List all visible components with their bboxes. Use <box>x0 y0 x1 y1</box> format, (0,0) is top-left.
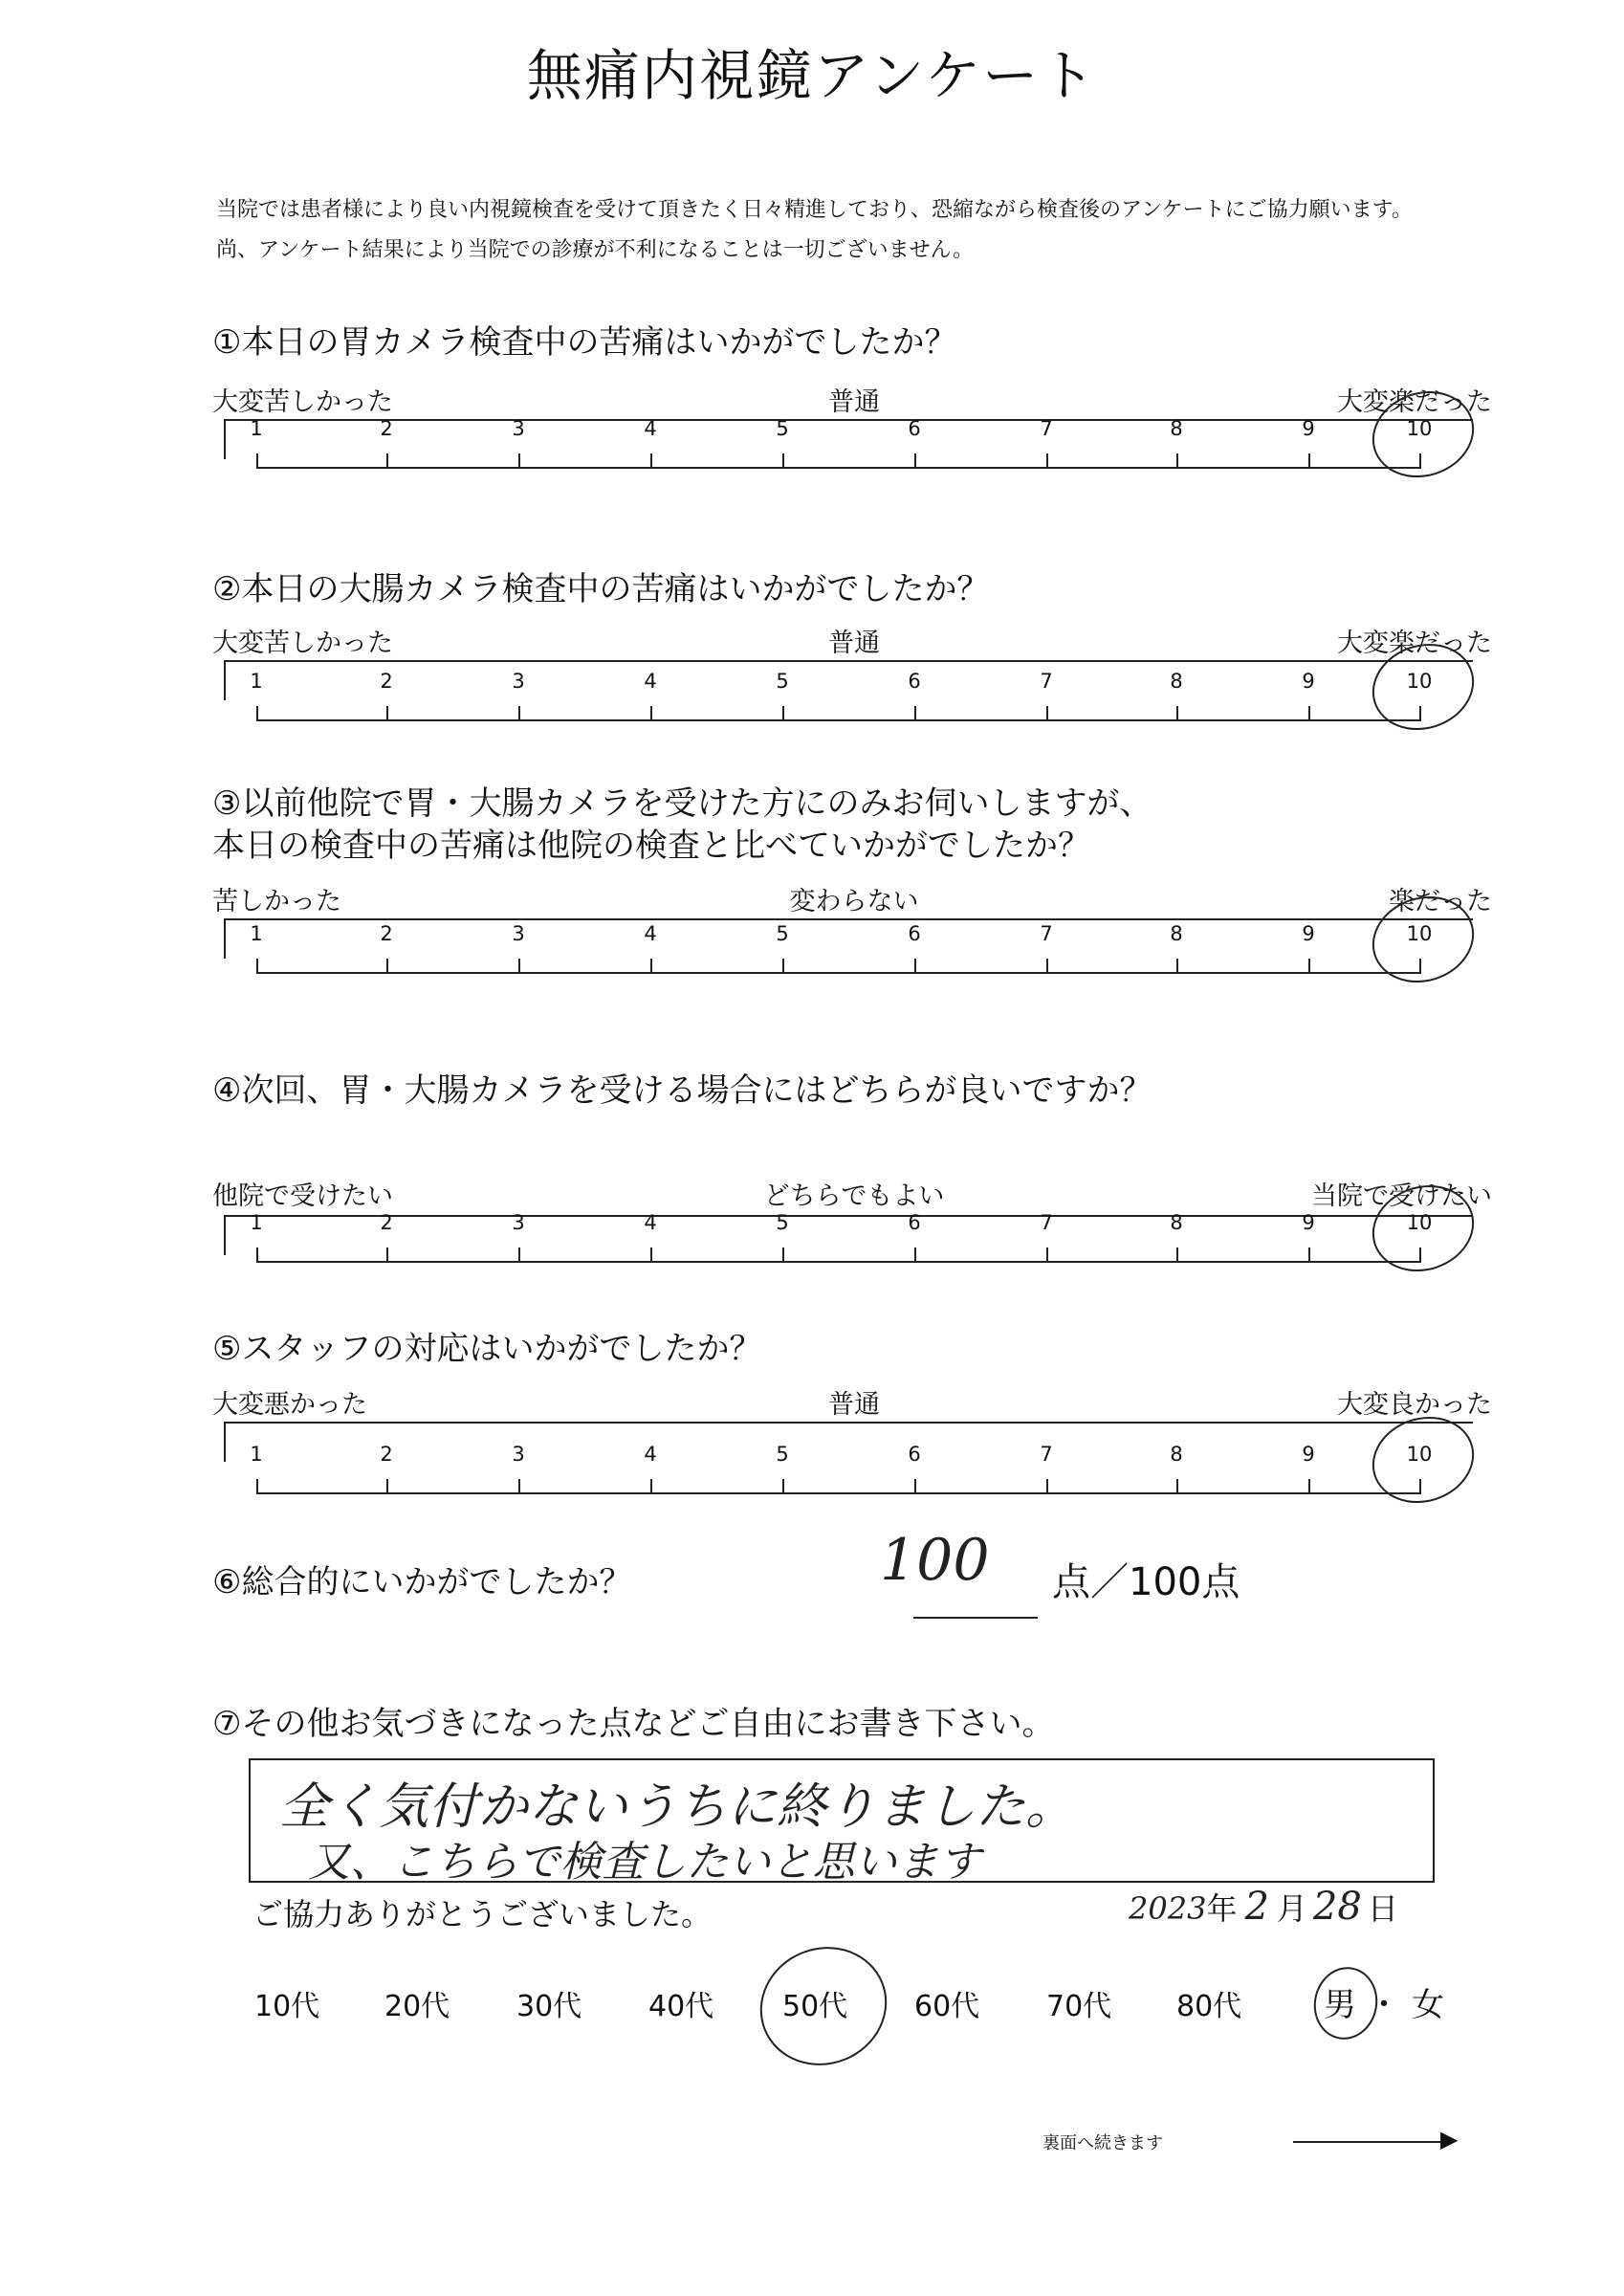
q3-scale-tick <box>650 959 652 972</box>
age-option[interactable]: 80代 <box>1176 1990 1242 2023</box>
age-selected-circle <box>742 1928 905 2084</box>
q2-scale-tick <box>782 706 784 719</box>
q2-scale-tick <box>1046 706 1048 719</box>
q1-scale-tick <box>256 453 258 467</box>
q4-scale-option-9[interactable]: 9 <box>1302 1211 1315 1234</box>
q4-scale-option-4[interactable]: 4 <box>644 1211 657 1234</box>
age-option[interactable]: 20代 <box>384 1990 450 2023</box>
age-option[interactable]: 60代 <box>914 1990 980 2023</box>
q1-scale-tick <box>650 453 652 467</box>
q3-scale-tick <box>1308 959 1310 972</box>
q5-scale-option-8[interactable]: 8 <box>1170 1443 1183 1466</box>
q4-scale-option-5[interactable]: 5 <box>776 1211 789 1234</box>
q3-text: ③以前他院で胃・大腸カメラを受けた方にのみお伺いしますが、 <box>212 784 1152 823</box>
q1-scale-option-1[interactable]: 1 <box>250 417 263 440</box>
q5-scale-tick <box>1176 1479 1178 1492</box>
q1-scale-tick <box>914 453 916 467</box>
q6-score-suffix: 点／100点 <box>1052 1560 1240 1604</box>
q4-scale-tick <box>1046 1247 1048 1261</box>
q4-scale-option-8[interactable]: 8 <box>1170 1211 1183 1234</box>
q4-scale-tick <box>386 1247 388 1261</box>
q3-scale-tick <box>1176 959 1178 972</box>
q2-scale-tick <box>256 706 258 719</box>
q5-scale-tick <box>1046 1479 1048 1492</box>
q4-scale-option-1[interactable]: 1 <box>250 1211 263 1234</box>
thanks-message: ご協力ありがとうございました。 <box>252 1896 713 1932</box>
q2-scale-option-1[interactable]: 1 <box>250 670 263 693</box>
q6-text: ⑥総合的にいかがでしたか？ <box>212 1563 632 1601</box>
q1-scale-tick <box>1046 453 1048 467</box>
gender-male[interactable]: 男 <box>1324 1986 1356 2024</box>
date-month-label: 月 <box>1276 1890 1307 1927</box>
q2-scale-tick <box>518 706 520 719</box>
q4-scale-tick <box>782 1247 784 1261</box>
gender-female[interactable]: 女 <box>1412 1986 1444 2024</box>
q7-comment-box <box>249 1758 1435 1887</box>
q3-right-label: 楽だった <box>1389 887 1492 916</box>
q3-scale-option-6[interactable]: 6 <box>908 922 921 945</box>
q5-scale-option-5[interactable]: 5 <box>776 1443 789 1466</box>
q1-scale-option-3[interactable]: 3 <box>512 417 525 440</box>
q7-comment-line-2: 又、こちらで検査したいと思います <box>308 1838 981 1887</box>
q5-scale-option-2[interactable]: 2 <box>380 1443 393 1466</box>
q7-comment-line-1: 全く気付かないうちに終りました。 <box>279 1778 1076 1836</box>
q4-scale-tick <box>256 1247 258 1261</box>
q3-scale-axis <box>256 972 1421 974</box>
q2-mid-label: 普通 <box>828 629 880 658</box>
age-option[interactable]: 70代 <box>1046 1990 1112 2023</box>
q3-scale-option-7[interactable]: 7 <box>1040 922 1053 945</box>
q2-scale-option-10[interactable]: 10 <box>1406 670 1433 693</box>
gender-separator: ・ <box>1368 1986 1400 2024</box>
q3-scale-tick <box>518 959 520 972</box>
age-option[interactable]: 30代 <box>516 1990 582 2023</box>
q3-text-line-2: 本日の検査中の苦痛は他院の検査と比べていかがでしたか？ <box>212 827 1090 865</box>
q5-scale-tick <box>782 1479 784 1492</box>
gender-selected-circle <box>1307 1961 1384 2045</box>
date-field <box>1129 1885 1398 1929</box>
q1-scale-tick <box>782 453 784 467</box>
q2-scale-option-4[interactable]: 4 <box>644 670 657 693</box>
q4-scale-tick <box>650 1247 652 1261</box>
q2-scale-option-6[interactable]: 6 <box>908 670 921 693</box>
q4-scale-axis <box>256 1261 1421 1263</box>
q5-scale-tick <box>386 1479 388 1492</box>
age-option[interactable]: 50代 <box>782 1990 848 2023</box>
age-option[interactable]: 10代 <box>254 1990 320 2023</box>
q5-left-label: 大変悪かった <box>212 1390 367 1420</box>
q1-right-label: 大変楽だった <box>1337 387 1492 417</box>
q2-right-label: 大変楽だった <box>1337 629 1492 658</box>
date-month: 2 <box>1244 1885 1269 1929</box>
intro-line-2: 尚、アンケート結果により当院での診療が不利になることは一切ございません。 <box>216 238 975 262</box>
q2-scale-tick <box>386 706 388 719</box>
footer-continued-text: 裏面へ続きます <box>1042 2133 1163 2153</box>
intro-line-1: 当院では患者様により良い内視鏡検査を受けて頂きたく日々精進しており、恐縮ながら検査後のアンケートにご協力願います。 <box>216 198 1413 222</box>
q4-scale-tick <box>518 1247 520 1261</box>
q4-scale-option-10[interactable]: 10 <box>1406 1211 1433 1234</box>
footer-arrow-line <box>1293 2141 1454 2143</box>
q4-right-label: 当院で受けたい <box>1311 1181 1492 1211</box>
date-day: 28 <box>1312 1885 1362 1929</box>
q1-text: ①本日の胃カメラ検査中の苦痛はいかがでしたか？ <box>212 323 957 362</box>
q7-text: ⑦その他お気づきになった点などご自由にお書き下さい。 <box>212 1705 1055 1743</box>
q1-left-label: 大変苦しかった <box>212 387 393 417</box>
q4-scale-option-3[interactable]: 3 <box>512 1211 525 1234</box>
q6-score-handwritten: 100 <box>880 1527 990 1594</box>
q4-scale-tick <box>1176 1247 1178 1261</box>
q5-scale-frame <box>224 1422 1473 1462</box>
q2-scale-option-7[interactable]: 7 <box>1040 670 1053 693</box>
q3-scale-option-2[interactable]: 2 <box>380 922 393 945</box>
q2-scale-tick <box>650 706 652 719</box>
q6-score-underline <box>913 1617 1038 1619</box>
q1-scale-tick <box>1308 453 1310 467</box>
q3-scale-option-4[interactable]: 4 <box>644 922 657 945</box>
q5-scale-tick <box>518 1479 520 1492</box>
q2-scale-option-9[interactable]: 9 <box>1302 670 1315 693</box>
q5-scale-option-6[interactable]: 6 <box>908 1443 921 1466</box>
q1-scale-option-6[interactable]: 6 <box>908 417 921 440</box>
q4-scale-option-7[interactable]: 7 <box>1040 1211 1053 1234</box>
q5-scale-axis <box>256 1492 1421 1494</box>
q3-scale-option-8[interactable]: 8 <box>1170 922 1183 945</box>
q4-scale-option-2[interactable]: 2 <box>380 1211 393 1234</box>
q5-right-label: 大変良かった <box>1337 1390 1492 1420</box>
q3-scale-tick <box>782 959 784 972</box>
q2-scale-option-5[interactable]: 5 <box>776 670 789 693</box>
q1-scale-option-10[interactable]: 10 <box>1406 417 1433 440</box>
q3-scale-tick <box>386 959 388 972</box>
q3-scale-option-9[interactable]: 9 <box>1302 922 1315 945</box>
q3-scale-tick <box>914 959 916 972</box>
q2-scale-frame <box>224 660 1473 700</box>
q1-scale-tick <box>386 453 388 467</box>
q2-scale-tick <box>1176 706 1178 719</box>
q3-scale-option-1[interactable]: 1 <box>250 922 263 945</box>
q2-text: ②本日の大腸カメラ検査中の苦痛はいかがでしたか？ <box>212 570 990 608</box>
q1-scale-option-2[interactable]: 2 <box>380 417 393 440</box>
q1-scale-option-9[interactable]: 9 <box>1302 417 1315 440</box>
q1-scale-tick <box>518 453 520 467</box>
q1-mid-label: 普通 <box>828 387 880 417</box>
q5-scale-option-10[interactable]: 10 <box>1406 1443 1433 1466</box>
q1-scale-option-8[interactable]: 8 <box>1170 417 1183 440</box>
q4-scale-frame <box>224 1215 1473 1255</box>
page-title: 無痛内視鏡アンケート <box>526 43 1098 108</box>
q3-mid-label: 変わらない <box>789 887 919 916</box>
q2-scale-tick <box>1308 706 1310 719</box>
q2-scale-axis <box>256 719 1421 721</box>
age-option[interactable]: 40代 <box>648 1990 714 2023</box>
q3-scale-tick <box>1046 959 1048 972</box>
q2-scale-tick <box>914 706 916 719</box>
date-year-label: 年 <box>1206 1890 1238 1927</box>
q1-scale-option-4[interactable]: 4 <box>644 417 657 440</box>
q5-scale-option-7[interactable]: 7 <box>1040 1443 1053 1466</box>
q4-mid-label: どちらでもよい <box>763 1181 945 1211</box>
q5-scale-option-3[interactable]: 3 <box>512 1443 525 1466</box>
q2-scale-option-2[interactable]: 2 <box>380 670 393 693</box>
q1-scale-option-5[interactable]: 5 <box>776 417 789 440</box>
q5-scale-option-1[interactable]: 1 <box>250 1443 263 1466</box>
q3-scale-option-10[interactable]: 10 <box>1406 922 1433 945</box>
q2-scale-option-3[interactable]: 3 <box>512 670 525 693</box>
q4-left-label: 他院で受けたい <box>212 1181 393 1211</box>
date-day-label: 日 <box>1367 1890 1398 1927</box>
q4-scale-tick <box>914 1247 916 1261</box>
q5-scale-tick <box>914 1479 916 1492</box>
q3-scale-tick <box>256 959 258 972</box>
q5-text: ⑤スタッフの対応はいかがでしたか？ <box>212 1330 762 1368</box>
q5-scale-tick <box>256 1479 258 1492</box>
q3-scale-frame <box>224 918 1473 959</box>
q4-text: ④次回、胃・大腸カメラを受ける場合にはどちらが良いですか？ <box>212 1071 1152 1110</box>
q5-scale-option-4[interactable]: 4 <box>644 1443 657 1466</box>
q5-scale-option-9[interactable]: 9 <box>1302 1443 1315 1466</box>
q5-scale-tick <box>1308 1479 1310 1492</box>
q1-scale-tick <box>1176 453 1178 467</box>
q5-mid-label: 普通 <box>828 1390 880 1420</box>
q1-scale-frame <box>224 419 1473 459</box>
q2-left-label: 大変苦しかった <box>212 629 393 658</box>
q4-scale-option-6[interactable]: 6 <box>908 1211 921 1234</box>
q3-scale-option-5[interactable]: 5 <box>776 922 789 945</box>
q2-scale-option-8[interactable]: 8 <box>1170 670 1183 693</box>
q5-scale-tick <box>650 1479 652 1492</box>
date-year: 2023 <box>1129 1890 1207 1927</box>
q3-left-label: 苦しかった <box>212 887 341 916</box>
footer-arrow-icon: ▶ <box>1440 2126 1459 2152</box>
q1-scale-axis <box>256 467 1421 469</box>
q1-scale-option-7[interactable]: 7 <box>1040 417 1053 440</box>
q3-scale-option-3[interactable]: 3 <box>512 922 525 945</box>
q4-scale-tick <box>1308 1247 1310 1261</box>
